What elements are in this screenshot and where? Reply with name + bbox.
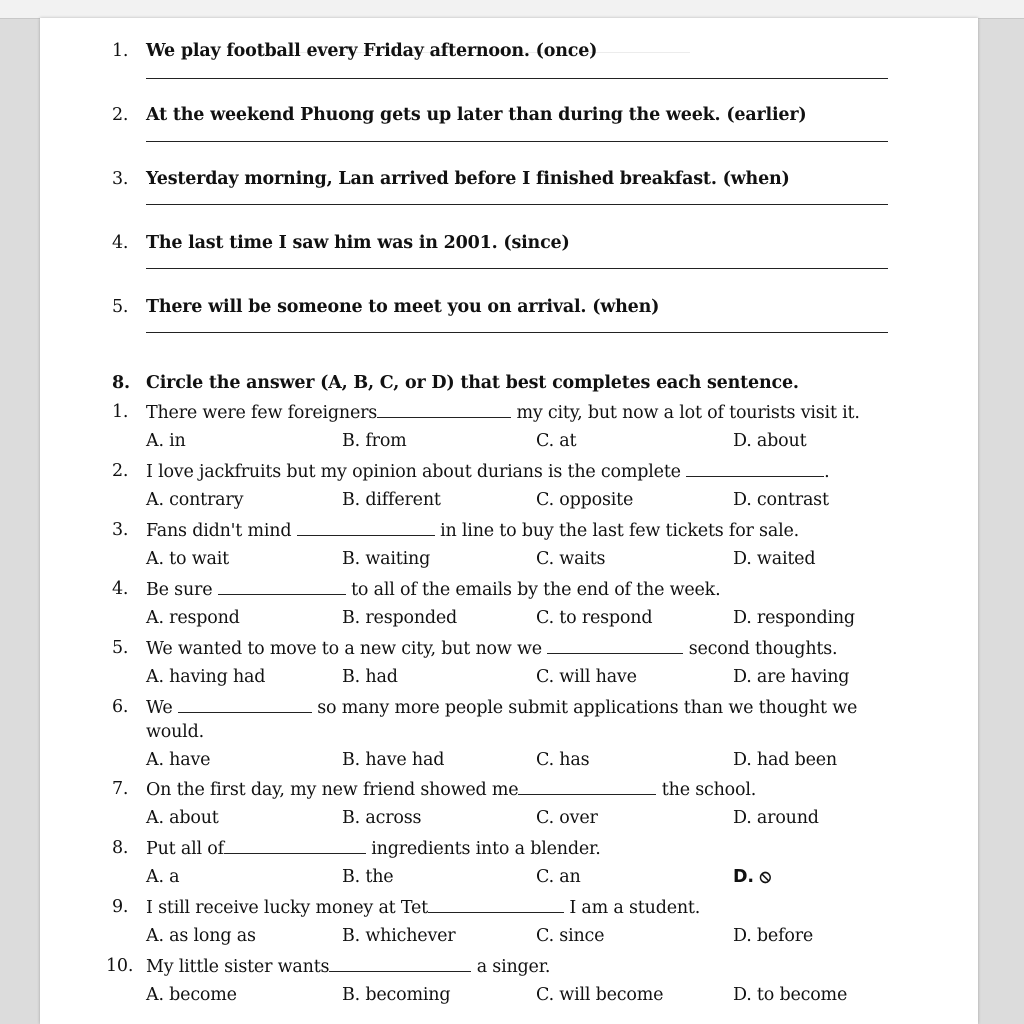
question-number: 6. (112, 697, 129, 717)
options-row (40, 664, 978, 690)
option-d[interactable]: D. about (733, 431, 807, 451)
option-c[interactable]: C. has (536, 750, 590, 770)
option-d[interactable]: D. around (733, 808, 819, 828)
option-b[interactable]: B. from (342, 431, 407, 451)
stem-before-blank: Be sure (146, 580, 218, 600)
option-d[interactable]: D. contrast (733, 490, 829, 510)
option-d[interactable]: D. responding (733, 608, 855, 628)
answer-blank[interactable] (428, 894, 564, 913)
rewrite-number: 4. (112, 233, 129, 253)
question-stem (40, 694, 978, 720)
stem-continuation: would. (146, 722, 204, 742)
question-number: 10. (106, 956, 134, 976)
question-stem (40, 953, 978, 979)
question-stem (40, 458, 978, 484)
question-number: 9. (112, 897, 129, 917)
section-title: Circle the answer (A, B, C, or D) that best completes each sentence. (146, 373, 799, 393)
stem-after-blank: second thoughts. (683, 639, 838, 659)
option-c[interactable]: C. over (536, 808, 598, 828)
section-number: 8. (112, 373, 130, 393)
option-a[interactable]: A. become (146, 985, 237, 1005)
answer-line[interactable] (146, 141, 888, 142)
options-row (40, 982, 978, 1008)
rewrite-item (40, 166, 978, 192)
option-a[interactable]: A. have (146, 750, 211, 770)
rewrite-sentence: The last time I saw him was in 2001. (since) (146, 233, 570, 253)
option-b[interactable]: B. responded (342, 608, 458, 628)
stem-after-blank: I am a student. (563, 898, 701, 918)
rewrite-item (40, 38, 978, 64)
option-d[interactable]: D. before (733, 926, 814, 946)
option-c[interactable]: C. an (536, 867, 581, 887)
option-c[interactable]: C. at (536, 431, 577, 451)
option-d[interactable]: D. are having (733, 667, 850, 687)
stem-before-blank: We wanted to move to a new city, but now we (146, 639, 548, 659)
option-a[interactable]: A. to wait (146, 549, 229, 569)
rewrite-number: 1. (112, 41, 129, 61)
option-b[interactable]: B. waiting (342, 549, 431, 569)
answer-blank[interactable] (178, 694, 312, 713)
stem-before-blank: There were few foreigners (146, 403, 378, 423)
options-row (40, 805, 978, 831)
stem-before-blank: Fans didn't mind (146, 521, 297, 541)
stem-after-blank: my city, but now a lot of tourists visit it. (511, 403, 860, 423)
option-a[interactable]: A. in (146, 431, 186, 451)
option-d-null-article-icon[interactable]: D. ⦸ (733, 867, 771, 887)
question-stem (40, 517, 978, 543)
options-row (40, 747, 978, 773)
question-stem-continuation (40, 719, 978, 745)
answer-blank[interactable] (377, 399, 511, 418)
rewrite-number: 2. (112, 105, 129, 125)
option-a[interactable]: A. as long as (146, 926, 256, 946)
option-b[interactable]: B. becoming (342, 985, 451, 1005)
option-b[interactable]: B. have had (342, 750, 445, 770)
rewrite-number: 3. (112, 169, 129, 189)
answer-line[interactable] (146, 268, 888, 269)
stem-after-blank: to all of the emails by the end of the week. (345, 580, 721, 600)
rewrite-sentence: We play football every Friday afternoon. (once) (146, 41, 598, 61)
question-number: 5. (112, 638, 129, 658)
rewrite-item (40, 230, 978, 256)
rewrite-sentence: There will be someone to meet you on arrival. (when) (146, 297, 660, 317)
question-stem (40, 776, 978, 802)
rewrite-item (40, 294, 978, 320)
option-d[interactable]: D. to become (733, 985, 848, 1005)
stem-before-blank: My little sister wants (146, 957, 330, 977)
option-b[interactable]: B. had (342, 667, 398, 687)
options-row (40, 605, 978, 631)
question-number: 2. (112, 461, 129, 481)
section-heading (40, 370, 978, 396)
rewrite-sentence: Yesterday morning, Lan arrived before I finished breakfast. (when) (146, 169, 790, 189)
answer-line[interactable] (146, 78, 888, 79)
stem-after-blank: in line to buy the last few tickets for sale. (434, 521, 799, 541)
option-b[interactable]: B. whichever (342, 926, 456, 946)
options-row (40, 923, 978, 949)
answer-blank[interactable] (224, 835, 366, 854)
stem-after-blank: . (824, 462, 830, 482)
question-number: 8. (112, 838, 129, 858)
option-a[interactable]: A. contrary (146, 490, 244, 510)
answer-blank[interactable] (547, 635, 683, 654)
question-number: 1. (112, 402, 129, 422)
option-a[interactable]: A. about (146, 808, 219, 828)
question-stem (40, 835, 978, 861)
stem-before-blank: I still receive lucky money at Tet (146, 898, 428, 918)
stem-after-blank: ingredients into a blender. (365, 839, 601, 859)
options-row (40, 864, 978, 890)
question-stem (40, 894, 978, 920)
stem-after-blank: a singer. (471, 957, 551, 977)
worksheet-page[interactable] (40, 18, 978, 1024)
answer-blank[interactable] (518, 776, 656, 795)
option-c[interactable]: C. to respond (536, 608, 653, 628)
question-stem (40, 635, 978, 661)
option-c[interactable]: C. waits (536, 549, 606, 569)
stem-before-blank: On the first day, my new friend showed me (146, 780, 519, 800)
stem-before-blank: Put all of (146, 839, 224, 859)
option-b[interactable]: B. the (342, 867, 394, 887)
option-c[interactable]: C. opposite (536, 490, 634, 510)
option-a[interactable]: A. having had (146, 667, 266, 687)
answer-line[interactable] (146, 204, 888, 205)
options-row (40, 546, 978, 572)
option-c[interactable]: C. will become (536, 985, 664, 1005)
answer-blank[interactable] (297, 517, 435, 536)
stem-after-blank: the school. (656, 780, 757, 800)
rewrite-number: 5. (112, 297, 129, 317)
stem-before-blank: We (146, 698, 178, 718)
viewer-toolbar (0, 0, 1024, 19)
option-c[interactable]: C. will have (536, 667, 637, 687)
stem-after-blank: so many more people submit applications than we thought we (311, 698, 858, 718)
options-row (40, 487, 978, 513)
question-stem (40, 399, 978, 425)
option-a[interactable]: A. a (146, 867, 180, 887)
answer-blank[interactable] (329, 953, 471, 972)
option-c[interactable]: C. since (536, 926, 605, 946)
question-number: 3. (112, 520, 129, 540)
option-b[interactable]: B. different (342, 490, 441, 510)
question-number: 4. (112, 579, 129, 599)
question-number: 7. (112, 779, 129, 799)
question-stem (40, 576, 978, 602)
options-row (40, 428, 978, 454)
stem-before-blank: I love jackfruits but my opinion about durians is the complete (146, 462, 687, 482)
rewrite-sentence: At the weekend Phuong gets up later than during the week. (earlier) (146, 105, 807, 125)
option-d[interactable]: D. had been (733, 750, 837, 770)
option-a[interactable]: A. respond (146, 608, 240, 628)
answer-line[interactable] (146, 332, 888, 333)
rewrite-item (40, 102, 978, 128)
option-b[interactable]: B. across (342, 808, 422, 828)
option-d[interactable]: D. waited (733, 549, 816, 569)
answer-blank[interactable] (218, 576, 346, 595)
answer-blank[interactable] (686, 458, 824, 477)
